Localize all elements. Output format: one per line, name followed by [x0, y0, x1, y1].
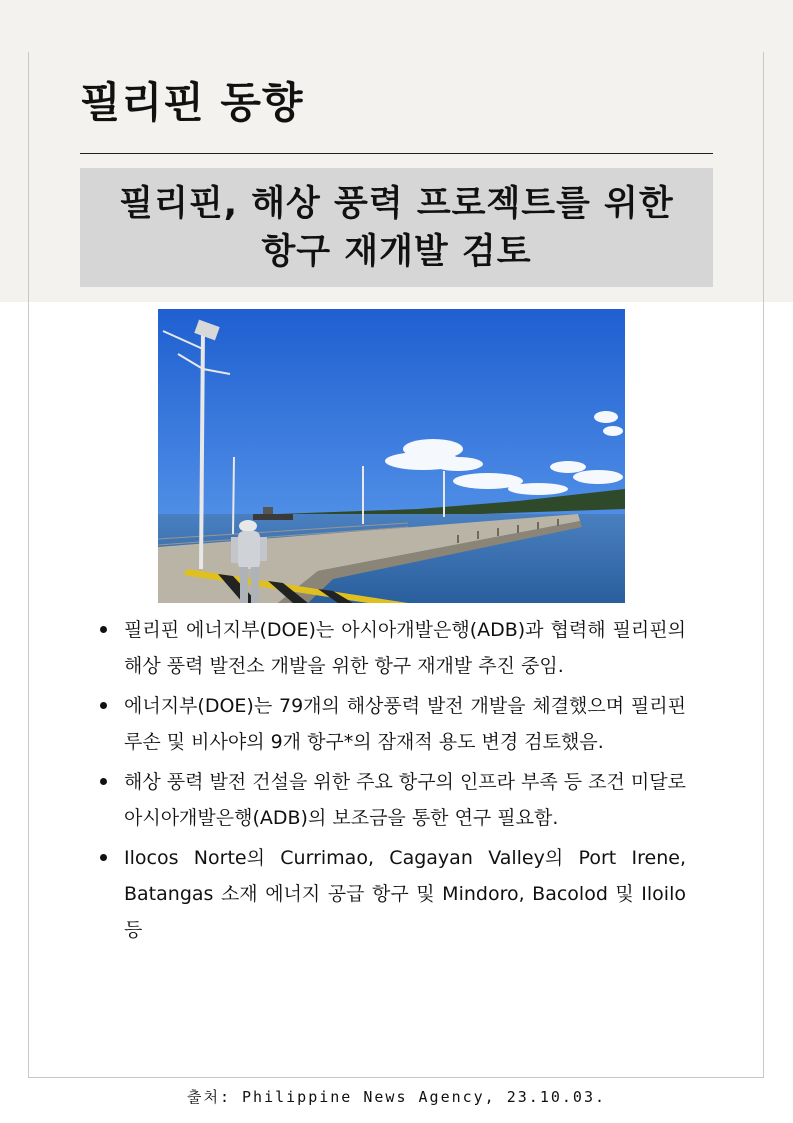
bullet-icon — [100, 626, 107, 633]
bullet-icon — [100, 778, 107, 785]
headline-box — [80, 168, 713, 287]
bullet-text: 에너지부(DOE)는 79개의 해상풍력 발전 개발을 체결했으며 필리핀 루손 및 비사야의 9개 항구*의 잠재적 용도 변경 검토했음. — [124, 695, 686, 753]
list-item — [96, 764, 686, 836]
headline-line-1: 필리핀, 해상 풍력 프로젝트를 위한 — [119, 183, 674, 224]
list-item — [96, 840, 686, 948]
port-photo — [158, 309, 625, 603]
bullet-icon — [100, 702, 107, 709]
bullet-icon — [100, 854, 107, 861]
bullet-text: Ilocos Norte의 Currimao, Cagayan Valley의 Port Irene, Batangas 소재 에너지 공급 항구 및 Mindoro, Bacolod 및 Iloilo 등 — [124, 847, 686, 941]
headline-line-2: 항구 재개발 검토 — [261, 231, 532, 272]
bullet-text: 해상 풍력 발전 건설을 위한 주요 항구의 인프라 부족 등 조건 미달로 아시아개발은행(ADB)의 보조금을 통한 연구 필요함. — [124, 771, 686, 829]
section-title: 필리핀 동향 — [80, 78, 304, 127]
bullet-text: 필리핀 에너지부(DOE)는 아시아개발은행(ADB)과 협력해 필리핀의 해상 풍력 발전소 개발을 위한 항구 재개발 추진 중임. — [124, 619, 686, 677]
source-citation: 출처: Philippine News Agency, 23.10.03. — [186, 1088, 607, 1106]
title-divider — [80, 153, 713, 154]
list-item — [96, 688, 686, 760]
list-item — [96, 612, 686, 684]
bullet-list — [96, 612, 686, 952]
